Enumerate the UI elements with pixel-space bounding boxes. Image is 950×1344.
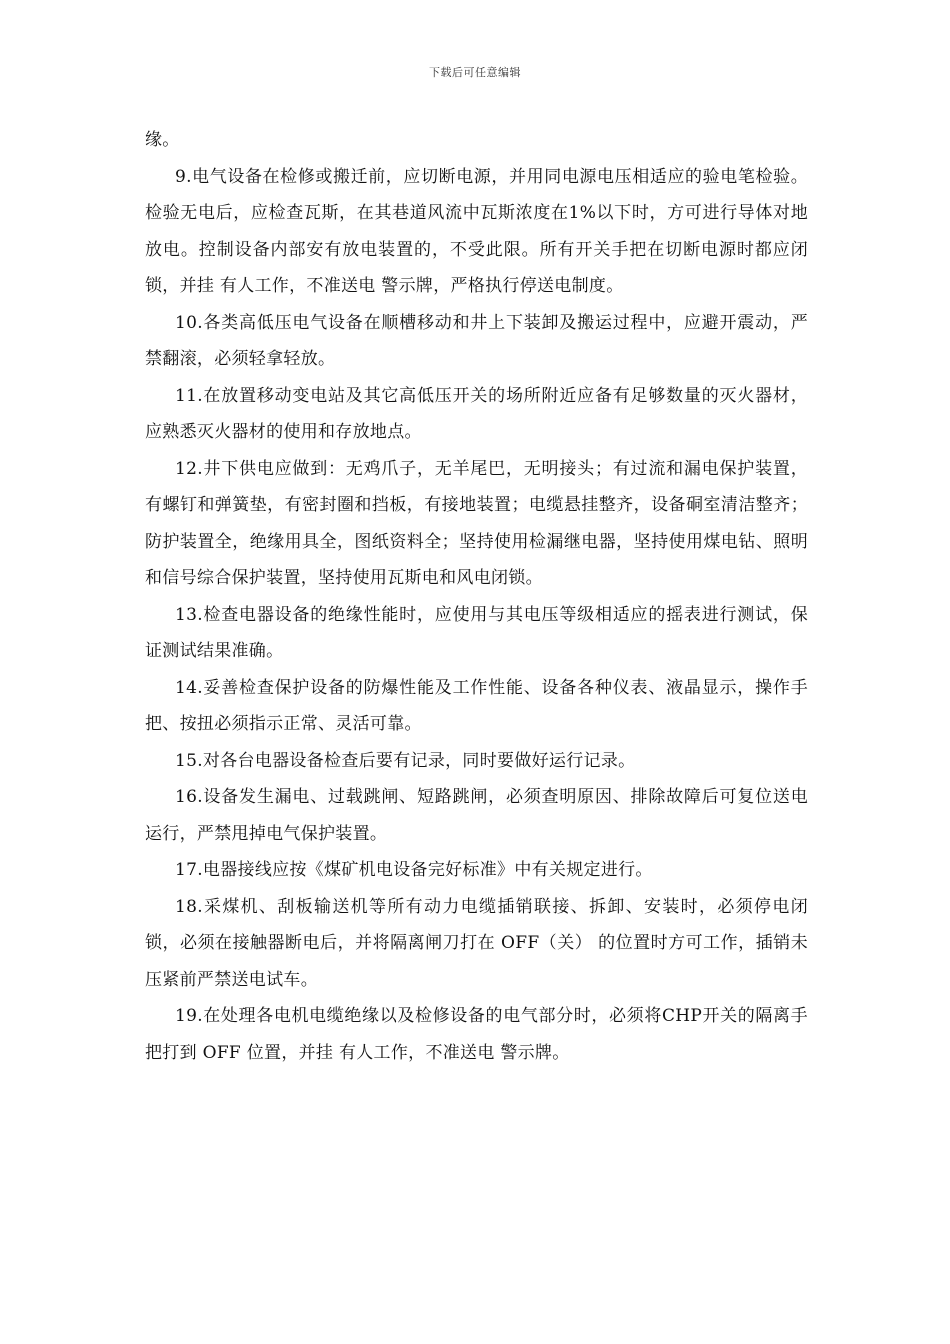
paragraph-item-11: 11.在放置移动变电站及其它高低压开关的场所附近应备有足够数量的灭火器材，应熟悉灭火器材的使用和存放地点。 <box>145 385 808 442</box>
paragraph-item-16: 16.设备发生漏电、过载跳闸、短路跳闸，必须查明原因、排除故障后可复位送电运行，严禁甩掉电气保护装置。 <box>145 787 808 844</box>
paragraph-item-12: 12.井下供电应做到：无鸡爪子，无羊尾巴，无明接头；有过流和漏电保护装置，有螺钉和弹簧垫，有密封圈和挡板，有接地装置；电缆悬挂整齐，设备硐室清洁整齐；防护装置全，绝缘用具全，图纸资料全；坚持使用检漏继电器，坚持使用煤电钻、照明和信号综合保护装置，坚持使用瓦斯电和风电闭锁。 <box>145 458 808 588</box>
paragraph-item-13: 13.检查电器设备的绝缘性能时，应使用与其电压等级相适应的摇表进行测试，保证测试结果准确。 <box>145 604 808 661</box>
page-header: 下载后可任意编辑 <box>429 66 521 79</box>
paragraph-item-17: 17.电器接线应按《煤矿机电设备完好标准》中有关规定进行。 <box>175 860 653 880</box>
paragraph-continuation: 缘。 <box>145 130 180 150</box>
document-body <box>145 122 808 1071</box>
paragraph-item-10: 10.各类高低压电气设备在顺槽移动和井上下装卸及搬运过程中，应避开震动，严禁翻滚，必须轻拿轻放。 <box>145 312 808 369</box>
paragraph-item-15: 15.对各台电器设备检查后要有记录，同时要做好运行记录。 <box>175 750 636 771</box>
paragraph-item-18: 18.采煤机、刮板输送机等所有动力电缆插销联接、拆卸、安装时，必须停电闭锁，必须在接触器断电后，并将隔离闸刀打在 OFF（关） 的位置时方可工作，插销未压紧前严禁送电试车。 <box>145 896 808 990</box>
paragraph-item-19: 19.在处理各电机电缆绝缘以及检修设备的电气部分时，必须将CHP开关的隔离手把打到 OFF 位置，并挂 有人工作，不准送电 警示牌。 <box>145 1006 808 1063</box>
paragraph-item-14: 14.妥善检查保护设备的防爆性能及工作性能、设备各种仪表、液晶显示，操作手把、按扭必须指示正常、灵活可靠。 <box>145 677 808 734</box>
paragraph-item-9: 9.电气设备在检修或搬迁前，应切断电源，并用同电源电压相适应的验电笔检验。检验无电后，应检查瓦斯，在其巷道风流中瓦斯浓度在1%以下时，方可进行导体对地放电。控制设备内部安有放电装置的，不受此限。所有开关手把在切断电源时都应闭锁，并挂 有人工作，不准送电 警示牌，严格执行停送电制度。 <box>145 166 808 296</box>
